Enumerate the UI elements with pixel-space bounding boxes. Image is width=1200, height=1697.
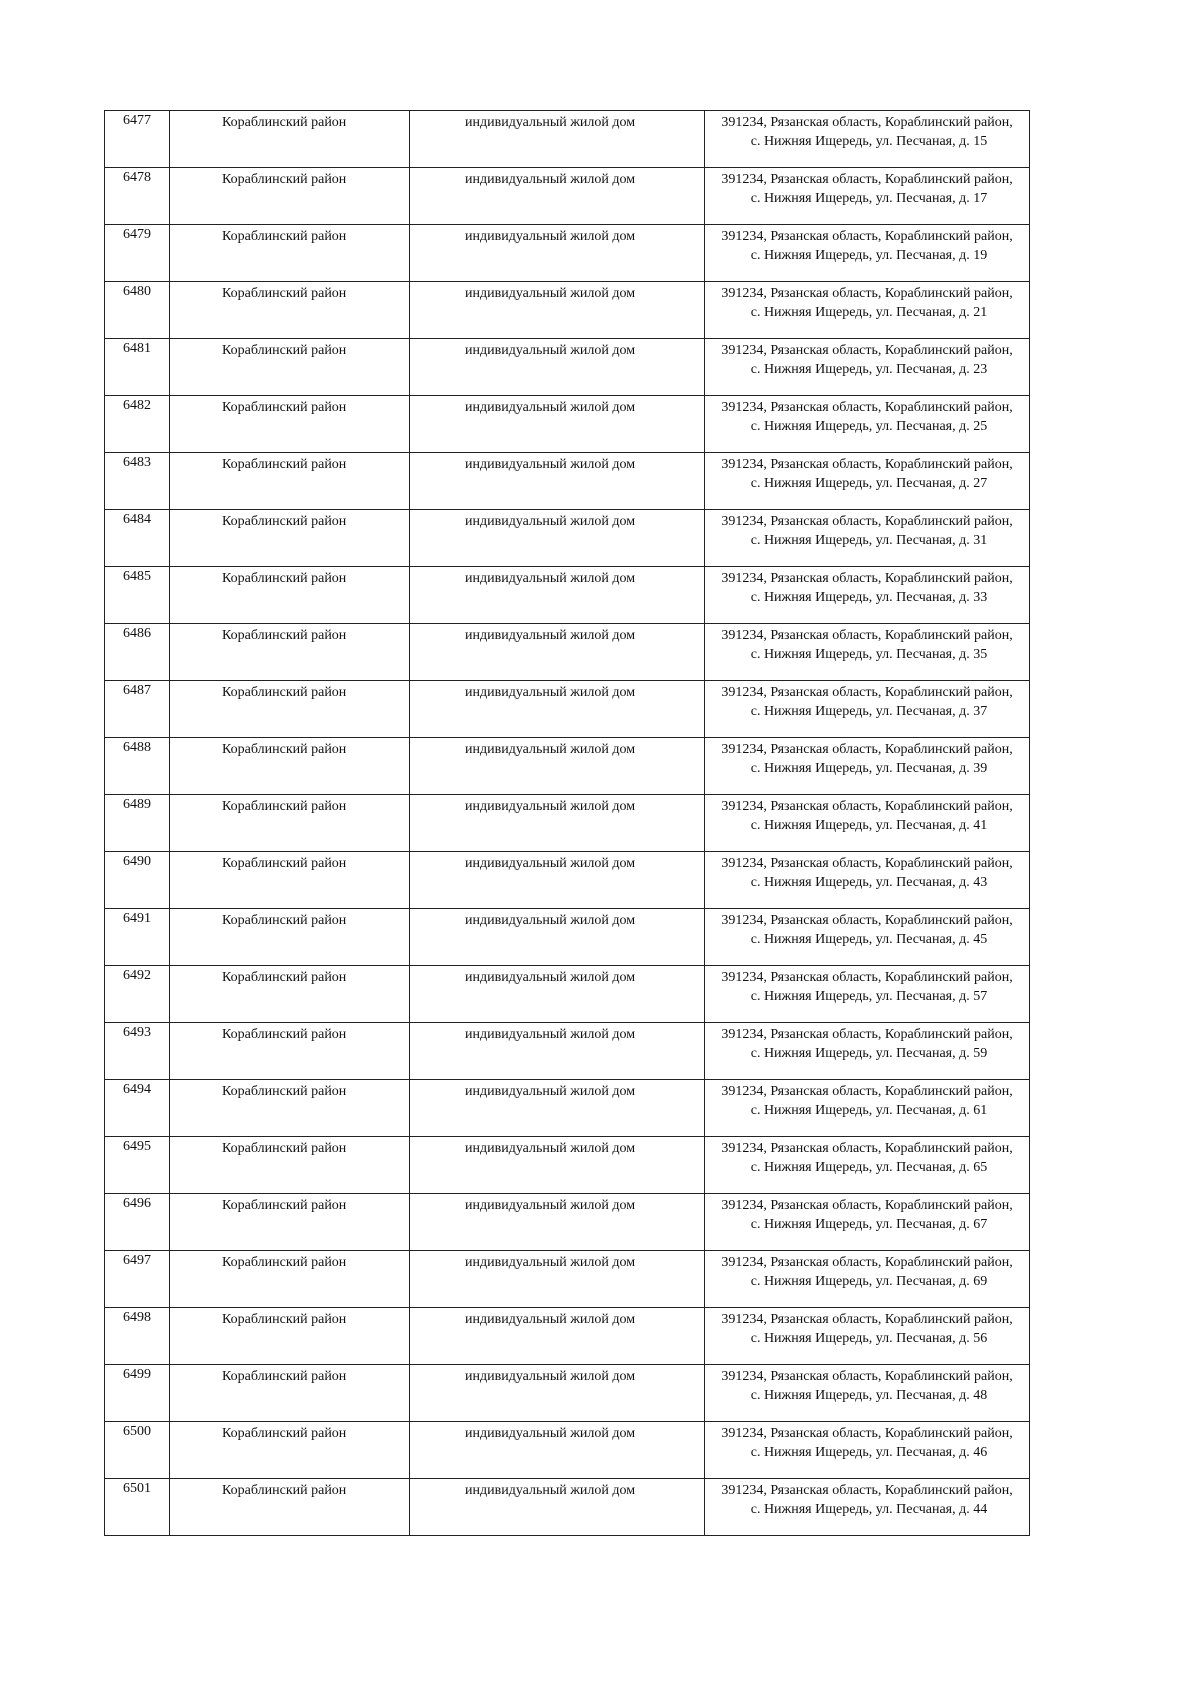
- address-cell: [705, 282, 1030, 339]
- table-row: [105, 339, 1030, 396]
- address-cell: [705, 396, 1030, 453]
- district-cell: [170, 111, 410, 168]
- address-cell: [705, 1479, 1030, 1536]
- table-row: [105, 738, 1030, 795]
- row-number-cell: 6494: [105, 1080, 170, 1137]
- table-row: [105, 1023, 1030, 1080]
- address-line-2: с. Нижняя Ищередь, ул. Песчаная, д. 37: [750, 704, 988, 719]
- district-cell: [170, 339, 410, 396]
- object-type-text: индивидуальный жилой дом: [465, 1198, 636, 1213]
- object-type-cell: [410, 396, 705, 453]
- address-cell: [705, 738, 1030, 795]
- address-line-1: 391234, Рязанская область, Кораблинский район,: [721, 1027, 1013, 1042]
- address-cell: [705, 1137, 1030, 1194]
- district-text: Кораблинский район: [222, 1312, 347, 1327]
- table-row: [105, 1080, 1030, 1137]
- address-line-2: с. Нижняя Ищередь, ул. Песчаная, д. 17: [750, 191, 988, 206]
- address-cell: [705, 1023, 1030, 1080]
- address-line-1: 391234, Рязанская область, Кораблинский район,: [721, 1141, 1013, 1156]
- object-type-text: индивидуальный жилой дом: [465, 913, 636, 928]
- address-line-1: 391234, Рязанская область, Кораблинский район,: [721, 1198, 1013, 1213]
- object-type-cell: [410, 1194, 705, 1251]
- address-cell: [705, 168, 1030, 225]
- row-number-cell: 6497: [105, 1251, 170, 1308]
- object-type-text: индивидуальный жилой дом: [465, 1027, 636, 1042]
- district-cell: [170, 1422, 410, 1479]
- address-line-1: 391234, Рязанская область, Кораблинский район,: [721, 970, 1013, 985]
- table-row: [105, 1137, 1030, 1194]
- district-cell: [170, 1023, 410, 1080]
- object-type-text: индивидуальный жилой дом: [465, 742, 636, 757]
- object-type-text: индивидуальный жилой дом: [465, 229, 636, 244]
- row-number-cell: 6500: [105, 1422, 170, 1479]
- address-line-2: с. Нижняя Ищередь, ул. Песчаная, д. 61: [750, 1103, 988, 1118]
- address-cell: [705, 1080, 1030, 1137]
- address-cell: [705, 852, 1030, 909]
- address-line-2: с. Нижняя Ищередь, ул. Песчаная, д. 41: [750, 818, 988, 833]
- object-type-text: индивидуальный жилой дом: [465, 1312, 636, 1327]
- object-type-text: индивидуальный жилой дом: [465, 1084, 636, 1099]
- address-line-2: с. Нижняя Ищередь, ул. Песчаная, д. 46: [750, 1445, 988, 1460]
- object-type-text: индивидуальный жилой дом: [465, 571, 636, 586]
- row-number-cell: 6488: [105, 738, 170, 795]
- row-number-cell: 6477: [105, 111, 170, 168]
- object-type-text: индивидуальный жилой дом: [465, 172, 636, 187]
- address-line-1: 391234, Рязанская область, Кораблинский район,: [721, 286, 1013, 301]
- table-row: [105, 396, 1030, 453]
- object-type-cell: [410, 1308, 705, 1365]
- object-type-text: индивидуальный жилой дом: [465, 457, 636, 472]
- district-cell: [170, 510, 410, 567]
- district-text: Кораблинский район: [222, 1198, 347, 1213]
- object-type-cell: [410, 909, 705, 966]
- address-line-2: с. Нижняя Ищередь, ул. Песчаная, д. 19: [750, 248, 988, 263]
- address-line-2: с. Нижняя Ищередь, ул. Песчаная, д. 56: [750, 1331, 988, 1346]
- district-cell: [170, 168, 410, 225]
- object-type-cell: [410, 453, 705, 510]
- address-line-1: 391234, Рязанская область, Кораблинский район,: [721, 1255, 1013, 1270]
- district-cell: [170, 1479, 410, 1536]
- object-type-cell: [410, 339, 705, 396]
- address-line-1: 391234, Рязанская область, Кораблинский район,: [721, 571, 1013, 586]
- object-type-cell: [410, 624, 705, 681]
- table-row: [105, 168, 1030, 225]
- district-cell: [170, 966, 410, 1023]
- district-cell: [170, 225, 410, 282]
- address-line-2: с. Нижняя Ищередь, ул. Песчаная, д. 15: [750, 134, 988, 149]
- address-line-2: с. Нижняя Ищередь, ул. Песчаная, д. 45: [750, 932, 988, 947]
- address-line-1: 391234, Рязанская область, Кораблинский район,: [721, 1369, 1013, 1384]
- district-text: Кораблинский район: [222, 856, 347, 871]
- address-line-1: 391234, Рязанская область, Кораблинский район,: [721, 742, 1013, 757]
- row-number-cell: 6495: [105, 1137, 170, 1194]
- object-type-cell: [410, 510, 705, 567]
- district-cell: [170, 1251, 410, 1308]
- district-text: Кораблинский район: [222, 343, 347, 358]
- row-number-cell: 6485: [105, 567, 170, 624]
- row-number-cell: 6498: [105, 1308, 170, 1365]
- row-number-cell: 6483: [105, 453, 170, 510]
- address-line-2: с. Нижняя Ищередь, ул. Песчаная, д. 39: [750, 761, 988, 776]
- address-cell: [705, 1251, 1030, 1308]
- object-type-cell: [410, 966, 705, 1023]
- table-row: [105, 909, 1030, 966]
- address-cell: [705, 1365, 1030, 1422]
- district-cell: [170, 1137, 410, 1194]
- row-number-cell: 6489: [105, 795, 170, 852]
- row-number-cell: 6490: [105, 852, 170, 909]
- address-line-2: с. Нижняя Ищередь, ул. Песчаная, д. 48: [750, 1388, 988, 1403]
- object-type-text: индивидуальный жилой дом: [465, 970, 636, 985]
- address-cell: [705, 567, 1030, 624]
- row-number-cell: 6491: [105, 909, 170, 966]
- table-row: [105, 795, 1030, 852]
- address-line-2: с. Нижняя Ищередь, ул. Песчаная, д. 57: [750, 989, 988, 1004]
- object-type-text: индивидуальный жилой дом: [465, 856, 636, 871]
- table-row: [105, 510, 1030, 567]
- table-row: [105, 567, 1030, 624]
- district-cell: [170, 453, 410, 510]
- address-line-2: с. Нижняя Ищередь, ул. Песчаная, д. 69: [750, 1274, 988, 1289]
- district-cell: [170, 852, 410, 909]
- row-number-cell: 6501: [105, 1479, 170, 1536]
- table-row: [105, 1365, 1030, 1422]
- address-line-2: с. Нижняя Ищередь, ул. Песчаная, д. 44: [750, 1502, 988, 1517]
- table-row: [105, 681, 1030, 738]
- table-row: [105, 111, 1030, 168]
- row-number-cell: 6480: [105, 282, 170, 339]
- district-text: Кораблинский район: [222, 1369, 347, 1384]
- object-type-cell: [410, 1422, 705, 1479]
- district-text: Кораблинский район: [222, 913, 347, 928]
- district-text: Кораблинский район: [222, 115, 347, 130]
- address-cell: [705, 111, 1030, 168]
- district-text: Кораблинский район: [222, 229, 347, 244]
- address-line-2: с. Нижняя Ищередь, ул. Песчаная, д. 33: [750, 590, 988, 605]
- district-text: Кораблинский район: [222, 571, 347, 586]
- row-number-cell: 6481: [105, 339, 170, 396]
- object-type-text: индивидуальный жилой дом: [465, 343, 636, 358]
- address-line-1: 391234, Рязанская область, Кораблинский район,: [721, 799, 1013, 814]
- table-row: [105, 225, 1030, 282]
- table-row: [105, 852, 1030, 909]
- district-text: Кораблинский район: [222, 514, 347, 529]
- district-cell: [170, 567, 410, 624]
- object-type-text: индивидуальный жилой дом: [465, 799, 636, 814]
- object-type-cell: [410, 852, 705, 909]
- row-number-cell: 6482: [105, 396, 170, 453]
- object-type-text: индивидуальный жилой дом: [465, 685, 636, 700]
- address-line-2: с. Нижняя Ищередь, ул. Песчаная, д. 35: [750, 647, 988, 662]
- object-type-text: индивидуальный жилой дом: [465, 1369, 636, 1384]
- address-line-1: 391234, Рязанская область, Кораблинский район,: [721, 514, 1013, 529]
- address-line-2: с. Нижняя Ищередь, ул. Песчаная, д. 59: [750, 1046, 988, 1061]
- object-type-cell: [410, 168, 705, 225]
- table-row: [105, 1422, 1030, 1479]
- district-text: Кораблинский район: [222, 1084, 347, 1099]
- district-text: Кораблинский район: [222, 799, 347, 814]
- object-type-text: индивидуальный жилой дом: [465, 628, 636, 643]
- district-text: Кораблинский район: [222, 970, 347, 985]
- object-type-cell: [410, 1137, 705, 1194]
- object-type-cell: [410, 1365, 705, 1422]
- district-text: Кораблинский район: [222, 400, 347, 415]
- address-line-1: 391234, Рязанская область, Кораблинский район,: [721, 343, 1013, 358]
- address-cell: [705, 1308, 1030, 1365]
- address-cell: [705, 453, 1030, 510]
- table-row: [105, 1251, 1030, 1308]
- address-line-1: 391234, Рязанская область, Кораблинский район,: [721, 115, 1013, 130]
- address-cell: [705, 909, 1030, 966]
- address-cell: [705, 966, 1030, 1023]
- address-line-2: с. Нижняя Ищередь, ул. Песчаная, д. 67: [750, 1217, 988, 1232]
- object-type-text: индивидуальный жилой дом: [465, 400, 636, 415]
- district-cell: [170, 1080, 410, 1137]
- object-type-text: индивидуальный жилой дом: [465, 286, 636, 301]
- district-cell: [170, 909, 410, 966]
- row-number-cell: 6479: [105, 225, 170, 282]
- table-row: [105, 1479, 1030, 1536]
- object-type-cell: [410, 1023, 705, 1080]
- table-row: [105, 282, 1030, 339]
- district-cell: [170, 1194, 410, 1251]
- address-cell: [705, 510, 1030, 567]
- object-type-cell: [410, 738, 705, 795]
- object-type-cell: [410, 282, 705, 339]
- row-number-cell: 6487: [105, 681, 170, 738]
- district-text: Кораблинский район: [222, 1027, 347, 1042]
- address-line-1: 391234, Рязанская область, Кораблинский район,: [721, 1312, 1013, 1327]
- district-text: Кораблинский район: [222, 286, 347, 301]
- address-cell: [705, 339, 1030, 396]
- district-text: Кораблинский район: [222, 1255, 347, 1270]
- object-type-cell: [410, 1080, 705, 1137]
- district-cell: [170, 624, 410, 681]
- district-text: Кораблинский район: [222, 1483, 347, 1498]
- address-cell: [705, 681, 1030, 738]
- district-cell: [170, 1365, 410, 1422]
- address-line-2: с. Нижняя Ищередь, ул. Песчаная, д. 21: [750, 305, 988, 320]
- object-type-cell: [410, 567, 705, 624]
- row-number-cell: 6499: [105, 1365, 170, 1422]
- row-number-cell: 6484: [105, 510, 170, 567]
- object-type-cell: [410, 1251, 705, 1308]
- address-line-2: с. Нижняя Ищередь, ул. Песчаная, д. 65: [750, 1160, 988, 1175]
- address-cell: [705, 225, 1030, 282]
- address-line-1: 391234, Рязанская область, Кораблинский район,: [721, 913, 1013, 928]
- object-type-cell: [410, 795, 705, 852]
- address-line-1: 391234, Рязанская область, Кораблинский район,: [721, 172, 1013, 187]
- address-line-1: 391234, Рязанская область, Кораблинский район,: [721, 229, 1013, 244]
- address-line-1: 391234, Рязанская область, Кораблинский район,: [721, 685, 1013, 700]
- row-number-cell: 6493: [105, 1023, 170, 1080]
- district-cell: [170, 795, 410, 852]
- address-cell: [705, 795, 1030, 852]
- row-number-cell: 6478: [105, 168, 170, 225]
- district-text: Кораблинский район: [222, 742, 347, 757]
- district-cell: [170, 396, 410, 453]
- district-text: Кораблинский район: [222, 1426, 347, 1441]
- address-cell: [705, 1422, 1030, 1479]
- table-row: [105, 966, 1030, 1023]
- table-body: [105, 111, 1030, 1536]
- address-cell: [705, 1194, 1030, 1251]
- table-row: [105, 624, 1030, 681]
- district-text: Кораблинский район: [222, 172, 347, 187]
- address-line-1: 391234, Рязанская область, Кораблинский район,: [721, 856, 1013, 871]
- address-line-1: 391234, Рязанская область, Кораблинский район,: [721, 628, 1013, 643]
- object-type-cell: [410, 225, 705, 282]
- address-cell: [705, 624, 1030, 681]
- table-row: [105, 1308, 1030, 1365]
- address-line-2: с. Нижняя Ищередь, ул. Песчаная, д. 31: [750, 533, 988, 548]
- row-number-cell: 6492: [105, 966, 170, 1023]
- object-type-text: индивидуальный жилой дом: [465, 115, 636, 130]
- table-row: [105, 453, 1030, 510]
- district-cell: [170, 282, 410, 339]
- district-cell: [170, 738, 410, 795]
- address-line-1: 391234, Рязанская область, Кораблинский район,: [721, 1483, 1013, 1498]
- housing-registry-table: [104, 110, 1030, 1536]
- address-line-1: 391234, Рязанская область, Кораблинский район,: [721, 1426, 1013, 1441]
- address-line-1: 391234, Рязанская область, Кораблинский район,: [721, 400, 1013, 415]
- object-type-text: индивидуальный жилой дом: [465, 1426, 636, 1441]
- district-text: Кораблинский район: [222, 628, 347, 643]
- object-type-cell: [410, 681, 705, 738]
- address-line-2: с. Нижняя Ищередь, ул. Песчаная, д. 25: [750, 419, 988, 434]
- row-number-cell: 6496: [105, 1194, 170, 1251]
- object-type-cell: [410, 111, 705, 168]
- district-text: Кораблинский район: [222, 1141, 347, 1156]
- address-line-1: 391234, Рязанская область, Кораблинский район,: [721, 1084, 1013, 1099]
- address-line-2: с. Нижняя Ищередь, ул. Песчаная, д. 43: [750, 875, 988, 890]
- object-type-text: индивидуальный жилой дом: [465, 1483, 636, 1498]
- object-type-text: индивидуальный жилой дом: [465, 1255, 636, 1270]
- address-line-2: с. Нижняя Ищередь, ул. Песчаная, д. 27: [750, 476, 988, 491]
- address-line-2: с. Нижняя Ищередь, ул. Песчаная, д. 23: [750, 362, 988, 377]
- row-number-cell: 6486: [105, 624, 170, 681]
- address-line-1: 391234, Рязанская область, Кораблинский район,: [721, 457, 1013, 472]
- district-cell: [170, 681, 410, 738]
- object-type-cell: [410, 1479, 705, 1536]
- object-type-text: индивидуальный жилой дом: [465, 514, 636, 529]
- district-text: Кораблинский район: [222, 457, 347, 472]
- district-cell: [170, 1308, 410, 1365]
- object-type-text: индивидуальный жилой дом: [465, 1141, 636, 1156]
- table-row: [105, 1194, 1030, 1251]
- district-text: Кораблинский район: [222, 685, 347, 700]
